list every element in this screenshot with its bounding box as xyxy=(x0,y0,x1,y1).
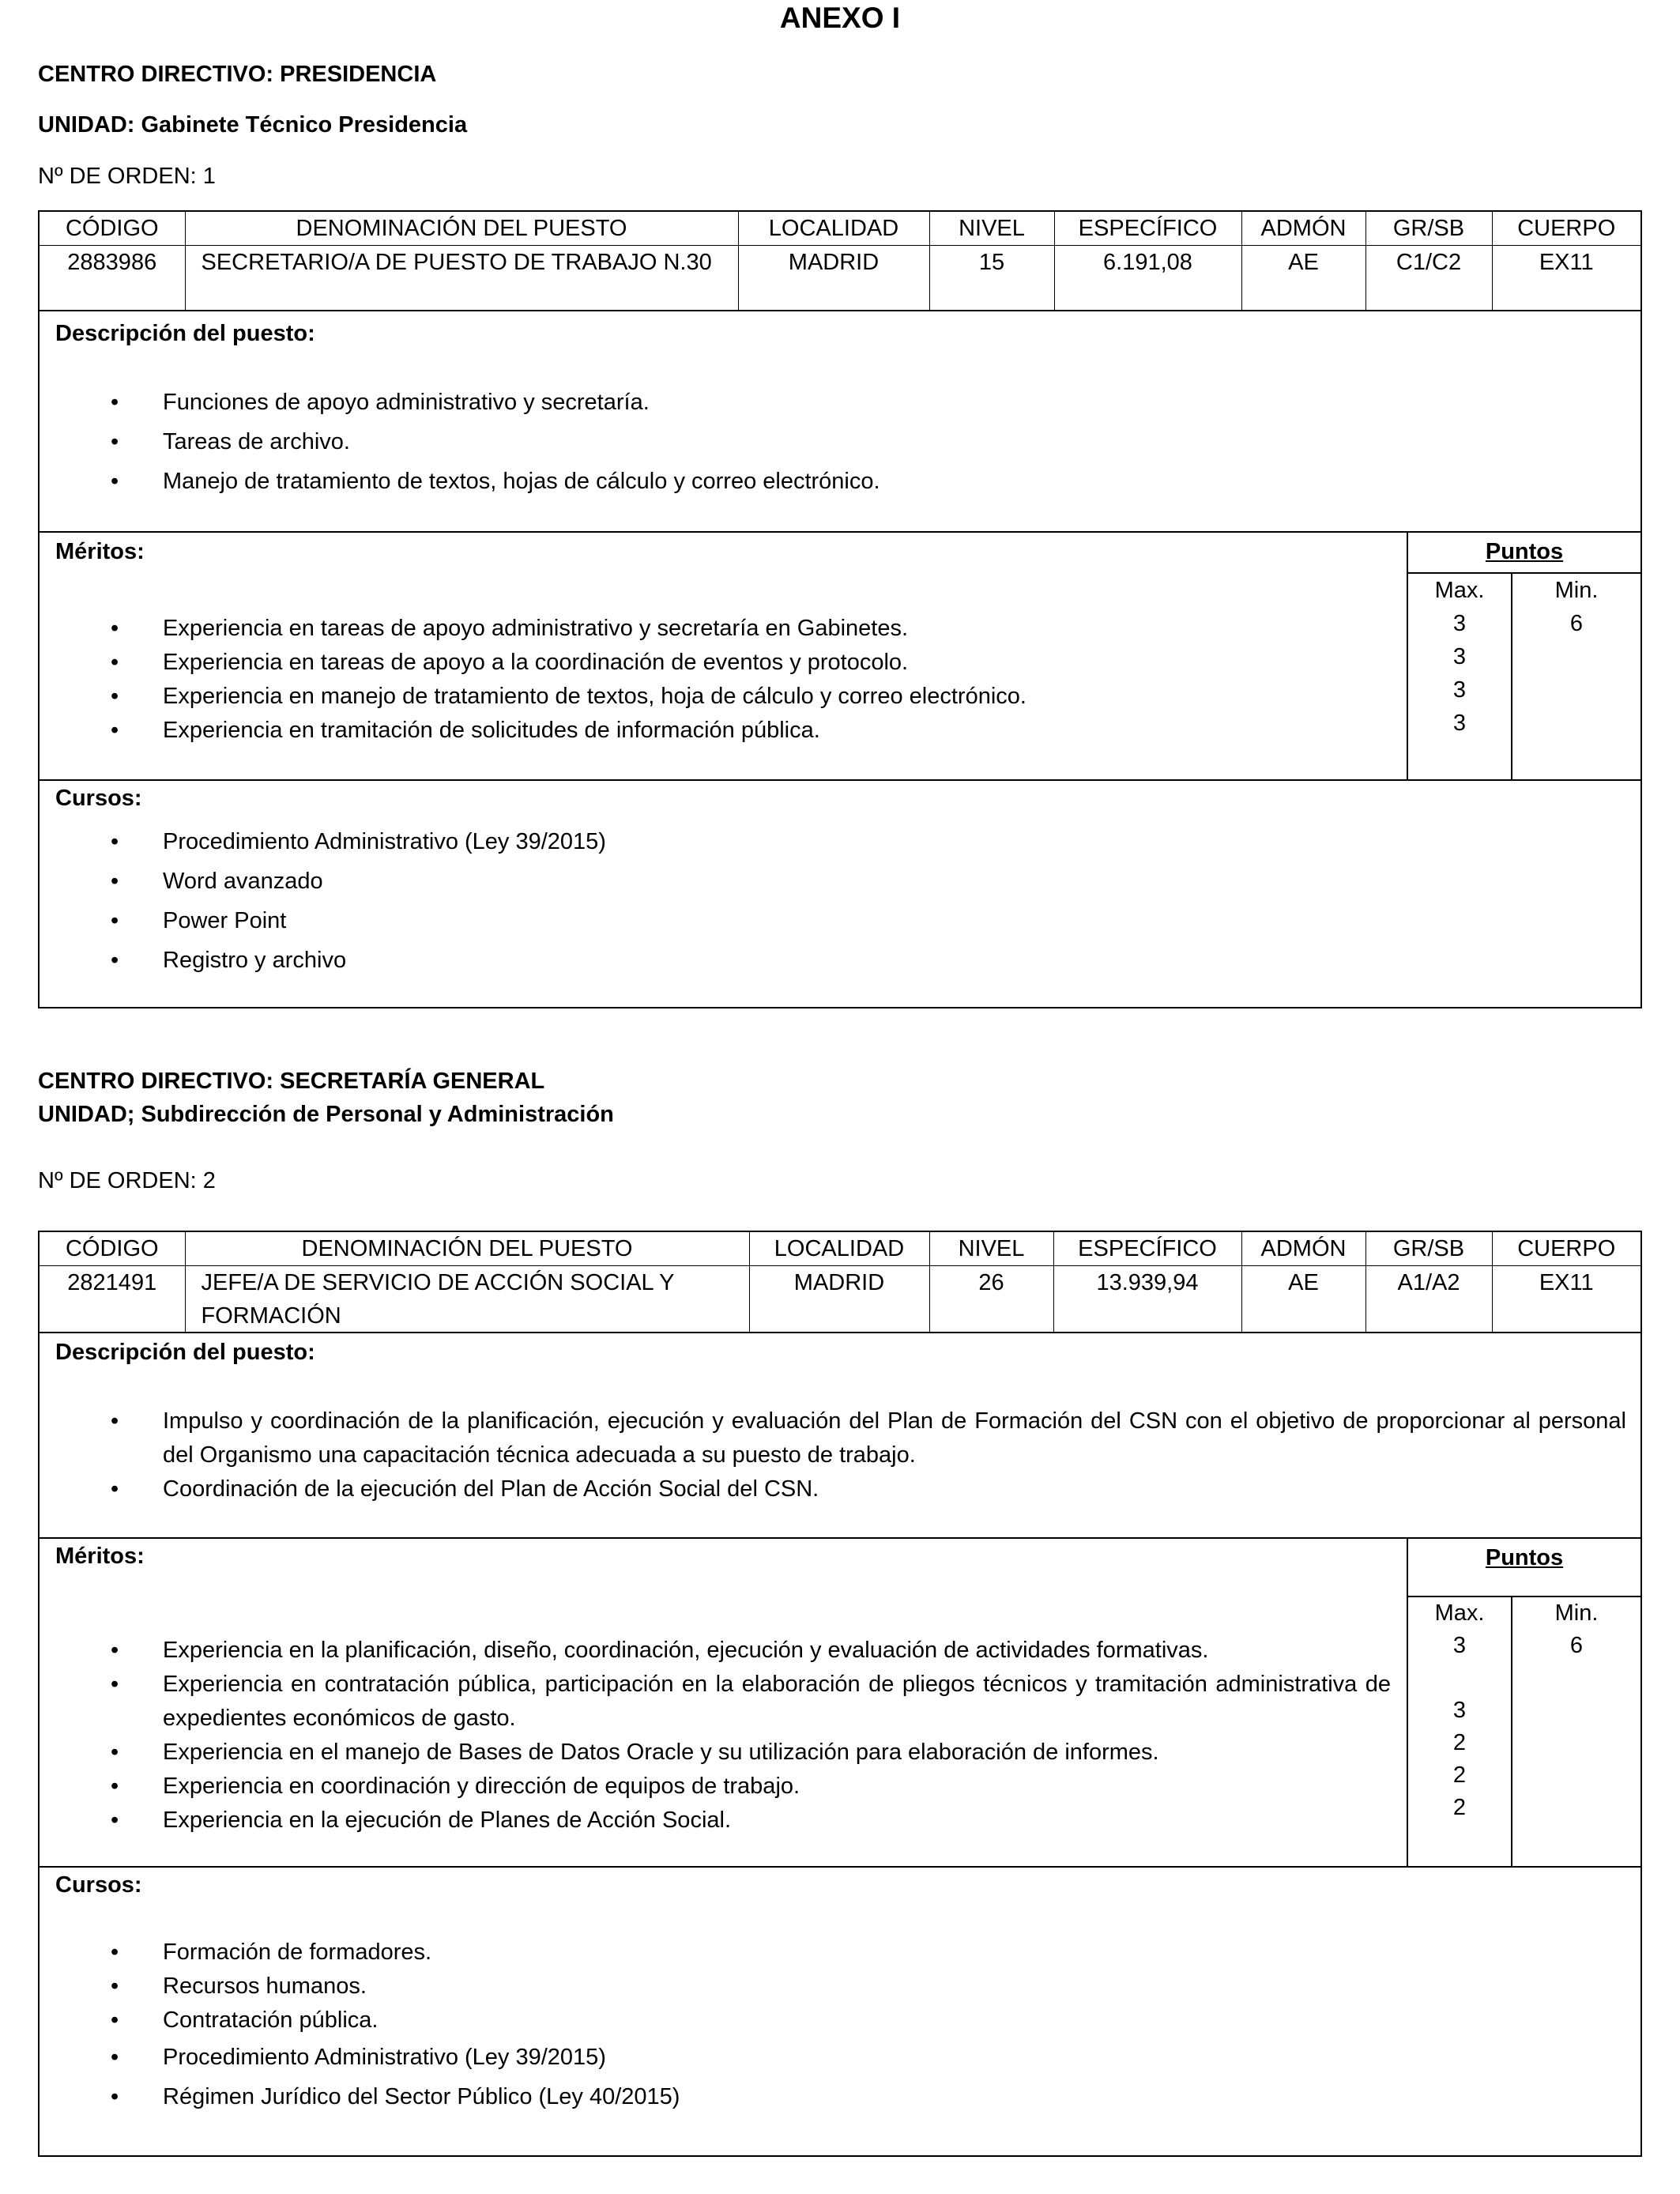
puntos-header: Puntos xyxy=(1408,531,1640,574)
col-localidad: LOCALIDAD xyxy=(749,1232,929,1266)
col-nivel: NIVEL xyxy=(929,212,1054,246)
col-codigo: CÓDIGO xyxy=(40,212,185,246)
list-item: • Procedimiento Administrativo (Ley 39/2015) xyxy=(40,822,1640,861)
col-grsb: GR/SB xyxy=(1365,1232,1492,1266)
col-especifico: ESPECÍFICO xyxy=(1053,1232,1241,1266)
puntos-panel xyxy=(1407,531,1640,781)
max-value: 3 xyxy=(1452,1698,1467,1723)
min-label: Min. xyxy=(1554,578,1599,603)
centro-directivo-1: CENTRO DIRECTIVO: PRESIDENCIA xyxy=(38,62,437,87)
puntos-min-col xyxy=(1512,574,1640,781)
cell-nivel: 15 xyxy=(929,246,1054,311)
page-title: ANEXO I xyxy=(779,2,901,34)
table-row xyxy=(40,1266,1640,1333)
unidad-2: UNIDAD; Subdirección de Personal y Administración xyxy=(38,1102,614,1127)
col-cuerpo: CUERPO xyxy=(1492,212,1640,246)
list-item: • Formación de formadores. xyxy=(40,1936,1640,1970)
centro-directivo-2: CENTRO DIRECTIVO: SECRETARÍA GENERAL xyxy=(38,1069,545,1094)
meritos-heading: Méritos: xyxy=(55,539,145,564)
cell-admon: AE xyxy=(1241,246,1365,311)
cell-codigo: 2883986 xyxy=(40,246,185,311)
min-value: 6 xyxy=(1569,611,1584,636)
job-table-grid xyxy=(40,1232,1640,1333)
list-item: • Experiencia en la ejecución de Planes de Acción Social. xyxy=(40,1804,1405,1838)
list-item: • Contratación pública. xyxy=(40,2004,1640,2038)
list-item: • Tareas de archivo. xyxy=(40,422,1640,462)
cell-especifico: 6.191,08 xyxy=(1054,246,1241,311)
cell-denominacion: SECRETARIO/A DE PUESTO DE TRABAJO N.30 xyxy=(185,246,738,311)
list-item: • Experiencia en manejo de tratamiento de textos, hoja de cálculo y correo electrónico. xyxy=(40,680,1405,714)
cell-especifico: 13.939,94 xyxy=(1053,1266,1241,1333)
cursos-heading: Cursos: xyxy=(55,1872,142,1898)
col-codigo: CÓDIGO xyxy=(40,1232,185,1266)
cursos-list xyxy=(40,822,1640,980)
details-box-1 xyxy=(38,310,1642,1008)
max-value: 3 xyxy=(1452,611,1467,636)
descripcion-heading: Descripción del puesto: xyxy=(55,321,315,346)
min-value: 6 xyxy=(1569,1633,1584,1658)
cell-codigo: 2821491 xyxy=(40,1266,185,1333)
list-item: • Word avanzado xyxy=(40,861,1640,901)
orden-2: Nº DE ORDEN: 2 xyxy=(38,1168,216,1193)
list-item: • Experiencia en tareas de apoyo a la coordinación de eventos y protocolo. xyxy=(40,646,1405,680)
job-table-grid xyxy=(40,212,1640,311)
puntos-header: Puntos xyxy=(1408,1537,1640,1597)
table-row xyxy=(40,246,1640,311)
cell-cuerpo: EX11 xyxy=(1492,1266,1640,1333)
divider xyxy=(40,1537,1640,1539)
list-item: • Manejo de tratamiento de textos, hojas de cálculo y correo electrónico. xyxy=(40,462,1640,501)
max-value: 2 xyxy=(1452,1762,1467,1788)
meritos-list xyxy=(40,1634,1405,1838)
cell-denominacion: JEFE/A DE SERVICIO DE ACCIÓN SOCIAL Y FORMACIÓN xyxy=(185,1266,749,1333)
col-admon: ADMÓN xyxy=(1241,212,1365,246)
puntos-max-col xyxy=(1408,574,1511,781)
col-admon: ADMÓN xyxy=(1241,1232,1365,1266)
meritos-heading: Méritos: xyxy=(55,1544,145,1569)
list-item: • Experiencia en tareas de apoyo administrativo y secretaría en Gabinetes. xyxy=(40,612,1405,646)
list-item: • Procedimiento Administrativo (Ley 39/2015) xyxy=(40,2038,1640,2077)
list-item: • Coordinación de la ejecución del Plan de Acción Social del CSN. xyxy=(40,1472,1640,1506)
col-denominacion: DENOMINACIÓN DEL PUESTO xyxy=(185,1232,749,1266)
descripcion-list xyxy=(40,383,1640,501)
list-item: • Funciones de apoyo administrativo y secretaría. xyxy=(40,383,1640,422)
col-denominacion: DENOMINACIÓN DEL PUESTO xyxy=(185,212,738,246)
unidad-1: UNIDAD: Gabinete Técnico Presidencia xyxy=(38,112,468,138)
job-table-1 xyxy=(38,210,1642,311)
cell-nivel: 26 xyxy=(929,1266,1053,1333)
cell-cuerpo: EX11 xyxy=(1492,246,1640,311)
list-item: • Experiencia en coordinación y dirección de equipos de trabajo. xyxy=(40,1770,1405,1804)
col-grsb: GR/SB xyxy=(1365,212,1492,246)
min-label: Min. xyxy=(1554,1600,1599,1626)
col-nivel: NIVEL xyxy=(929,1232,1053,1266)
list-item: • Impulso y coordinación de la planificación, ejecución y evaluación del Plan de Formación del CSN con el objetivo de proporcionar al personal del Organismo una capacitación técnica adecuada a su puesto de trabajo. xyxy=(40,1404,1640,1472)
list-item: • Experiencia en tramitación de solicitudes de información pública. xyxy=(40,714,1405,748)
descripcion-list xyxy=(40,1404,1640,1506)
divider xyxy=(40,1866,1640,1868)
list-item: • Power Point xyxy=(40,901,1640,941)
max-value: 2 xyxy=(1452,1795,1467,1820)
puntos-panel xyxy=(1407,1537,1640,1868)
col-localidad: LOCALIDAD xyxy=(738,212,929,246)
max-value: 3 xyxy=(1452,1633,1467,1658)
max-value xyxy=(1408,1662,1511,1695)
cell-grsb: A1/A2 xyxy=(1365,1266,1492,1333)
table-header-row xyxy=(40,212,1640,246)
max-label: Max. xyxy=(1434,578,1485,603)
list-item: • Experiencia en contratación pública, participación en la elaboración de pliegos técnicos y tramitación administrativa de expedientes económicos de gasto. xyxy=(40,1668,1405,1736)
max-value: 3 xyxy=(1452,644,1467,669)
list-item: • Registro y archivo xyxy=(40,941,1640,980)
max-value: 2 xyxy=(1452,1730,1467,1755)
details-box-2 xyxy=(38,1332,1642,2157)
list-item: • Recursos humanos. xyxy=(40,1970,1640,2004)
cursos-list xyxy=(40,1936,1640,2117)
col-especifico: ESPECÍFICO xyxy=(1054,212,1241,246)
max-label: Max. xyxy=(1434,1600,1485,1626)
job-table-2 xyxy=(38,1231,1642,1333)
descripcion-heading: Descripción del puesto: xyxy=(55,1340,315,1365)
cell-localidad: MADRID xyxy=(738,246,929,311)
cursos-heading: Cursos: xyxy=(55,786,142,811)
divider xyxy=(40,779,1640,781)
list-item: • Experiencia en el manejo de Bases de Datos Oracle y su utilización para elaboración de informes. xyxy=(40,1736,1405,1770)
puntos-max-col xyxy=(1408,1597,1511,1868)
list-item: • Régimen Jurídico del Sector Público (Ley 40/2015) xyxy=(40,2077,1640,2117)
max-value: 3 xyxy=(1452,711,1467,736)
orden-1: Nº DE ORDEN: 1 xyxy=(38,164,216,189)
list-item: • Experiencia en la planificación, diseño, coordinación, ejecución y evaluación de actividades formativas. xyxy=(40,1634,1405,1668)
meritos-list xyxy=(40,612,1405,748)
table-header-row xyxy=(40,1232,1640,1266)
cell-grsb: C1/C2 xyxy=(1365,246,1492,311)
max-value: 3 xyxy=(1452,677,1467,703)
puntos-min-col xyxy=(1512,1597,1640,1868)
col-cuerpo: CUERPO xyxy=(1492,1232,1640,1266)
cell-admon: AE xyxy=(1241,1266,1365,1333)
cell-localidad: MADRID xyxy=(749,1266,929,1333)
divider xyxy=(40,531,1640,533)
